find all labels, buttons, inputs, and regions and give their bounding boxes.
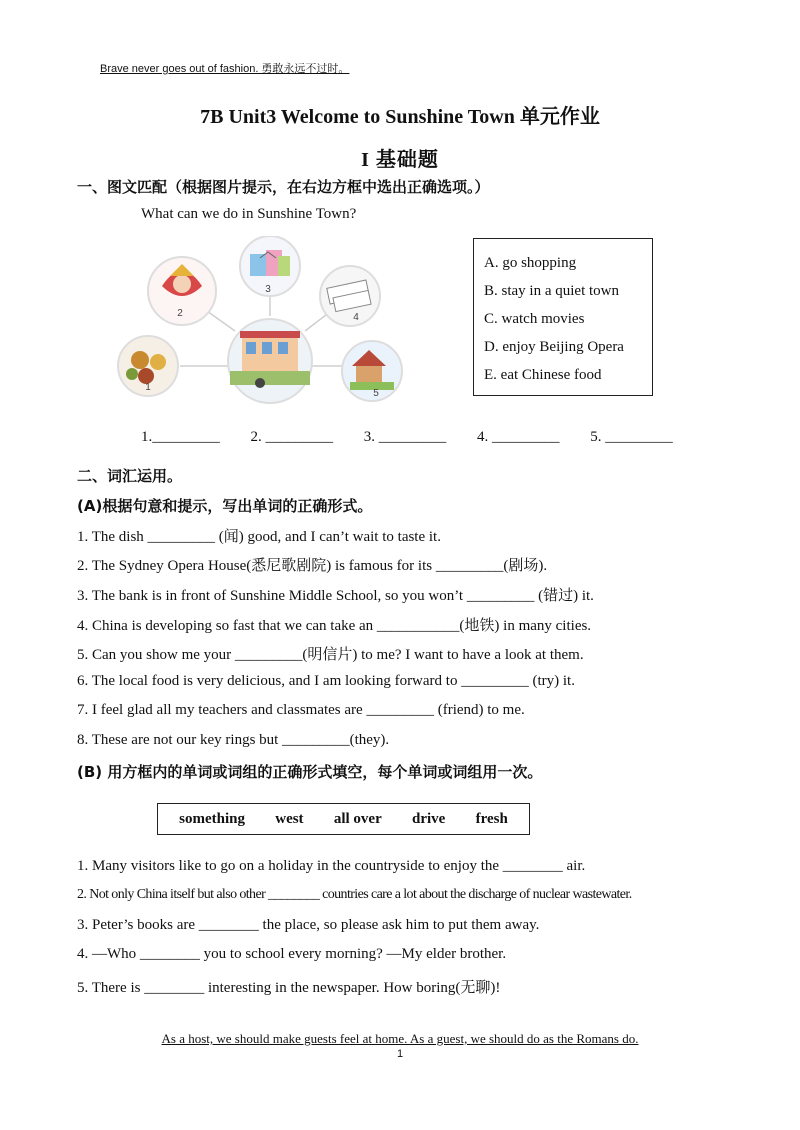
partB-item-5: 5. There is ________ interesting in the newspaper. How boring(无聊)! [77,980,501,996]
option-b: B. stay in a quiet town [484,283,619,299]
picture-1-food [118,336,178,396]
picture-number-1: 1 [145,382,151,393]
partA-item-4: 4. China is developing so fast that we can take an ___________(地铁) in many cities. [77,618,592,634]
page-title: 7B Unit3 Welcome to Sunshine Town 单元作业 [200,106,600,128]
options-box [473,238,653,396]
word-box-word: something [179,810,245,827]
word-box-word: west [275,810,304,827]
answer-blank-1[interactable]: 1._________ [141,429,220,445]
answer-blank-3[interactable]: 3. _________ [363,429,447,445]
town-center-illustration [228,319,312,403]
picture-number-4: 4 [353,312,359,323]
word-box-word: fresh [475,810,508,827]
footer-motto: As a host, we should make guests feel at home. As a guest, we should do as the Romans do. [161,1031,639,1046]
partB-item-2: 2. Not only China itself but also other ________ countries care a lot about the discharge of nuclear wastewater. [77,887,632,902]
sunshine-town-picture-cluster [110,236,430,416]
picture-number-3: 3 [265,284,271,295]
answer-blank-2[interactable]: 2. _________ [250,429,333,445]
picture-number-2: 2 [177,308,183,319]
picture-number-5: 5 [373,388,379,399]
partB-heading: (B) 用方框内的单词或词组的正确形式填空，每个单词或词组用一次。 [77,763,543,781]
picture-2-opera [148,257,216,325]
partA-item-6: 6. The local food is very delicious, and I am looking forward to _________ (try) it. [77,673,575,689]
picture-4-tickets [320,266,380,326]
partA-item-2: 2. The Sydney Opera House(悉尼歌剧院) is famous for its _________(剧场). [77,558,548,574]
word-box-word: drive [412,810,446,827]
picture-3-shopping [240,236,300,296]
option-e: E. eat Chinese food [484,367,602,383]
answer-blank-4[interactable]: 4. _________ [477,429,560,445]
picture-5-quiet-town [342,341,402,401]
page-number: 1 [396,1048,404,1060]
word-box [157,803,530,835]
header-motto: Brave never goes out of fashion. 勇敢永远不过时。 [100,63,350,75]
partA-item-8: 8. These are not our key rings but _________(they). [77,732,390,748]
partA-item-3: 3. The bank is in front of Sunshine Middle School, so you won’t _________ (错过) it. [77,588,594,604]
section1-question: What can we do in Sunshine Town? [141,206,357,222]
section1-heading: 一、图文匹配（根据图片提示，在右边方框中选出正确选项。） [77,178,490,196]
option-d: D. enjoy Beijing Opera [484,339,624,355]
partA-item-1: 1. The dish _________ (闻) good, and I can’t wait to taste it. [77,529,441,545]
partA-heading: (A)根据句意和提示，写出单词的正确形式。 [77,497,373,515]
section2-heading: 二、词汇运用。 [77,467,183,485]
partA-item-7: 7. I feel glad all my teachers and classmates are _________ (friend) to me. [77,702,525,718]
partA-item-5: 5. Can you show me your _________(明信片) to me? I want to have a look at them. [77,647,584,663]
word-box-word: all over [333,810,382,827]
partB-item-4: 4. —Who ________ you to school every morning? —My elder brother. [77,946,507,962]
option-c: C. watch movies [484,311,585,327]
part-title: I 基础题 [361,149,439,171]
partB-item-3: 3. Peter’s books are ________ the place, so please ask him to put them away. [77,917,540,933]
partB-item-1: 1. Many visitors like to go on a holiday in the countryside to enjoy the ________ air. [77,858,586,874]
option-a: A. go shopping [484,255,577,271]
answer-blanks-row [141,429,700,446]
answer-blank-5[interactable]: 5. _________ [590,429,673,445]
